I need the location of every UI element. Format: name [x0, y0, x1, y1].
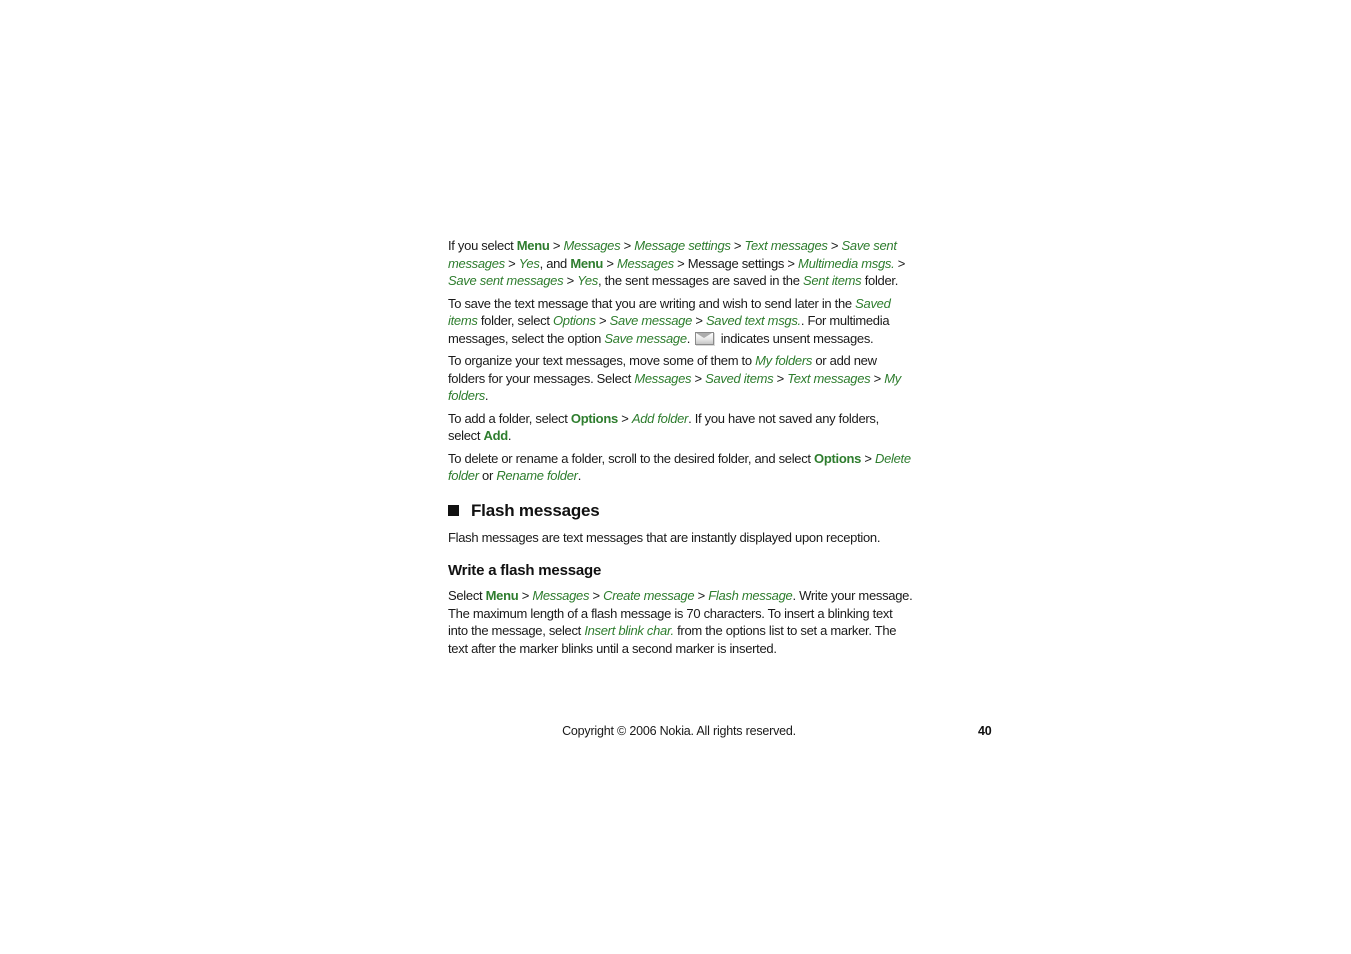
- text-run: Options: [552, 313, 596, 328]
- text-run: To organize your text messages, move some of them to: [448, 353, 756, 368]
- text-run: If you select: [448, 238, 517, 253]
- copyright-text: Copyright © 2006 Nokia. All rights reserved.: [562, 724, 796, 738]
- text-run: Message settings: [634, 238, 731, 253]
- page-content: [448, 237, 914, 662]
- text-run: Delete folder: [448, 450, 911, 483]
- paragraph-write-flash-message: [448, 587, 914, 657]
- text-run: My folders: [755, 353, 813, 368]
- paragraph-save-for-later: [448, 295, 914, 348]
- unsent-message-envelope-icon: [695, 332, 714, 345]
- text-run: Yes: [518, 255, 540, 271]
- section-heading-text: Flash messages: [471, 500, 600, 520]
- sub-heading-write-flash-message: Write a flash message: [448, 562, 602, 579]
- text-run: Flash messages are text messages that are instantly displayed upon reception.: [448, 529, 881, 545]
- text-run: . Write your message. The maximum length of a flash message is 70 characters. To insert a blinking text into the message, select: [448, 588, 913, 638]
- page-footer: [448, 724, 994, 742]
- text-run: Menu: [485, 588, 519, 603]
- text-run: Add folder: [631, 410, 689, 426]
- text-run: Menu: [516, 238, 550, 253]
- text-run: Saved items: [705, 370, 774, 386]
- text-run: Menu: [570, 255, 604, 271]
- text-run: Create message: [603, 588, 695, 603]
- text-run: >: [617, 410, 632, 426]
- text-run: Messages: [532, 588, 590, 603]
- text-run: . If you have not saved any folders, select: [448, 410, 879, 443]
- text-run: Text messages: [744, 238, 828, 253]
- text-run: >: [504, 255, 519, 271]
- text-run: My folders: [448, 370, 901, 403]
- text-run: Insert blink char.: [584, 623, 674, 638]
- text-run: To add a folder, select: [448, 410, 571, 426]
- text-run: >: [730, 238, 745, 253]
- text-run: Yes: [577, 273, 598, 288]
- text-run: indicates unsent messages.: [717, 330, 874, 346]
- text-run: from the options list to set a marker. The text after the marker blinks until a second marker is inserted.: [448, 623, 897, 656]
- text-run: >: [870, 370, 885, 386]
- text-run: Options: [814, 450, 862, 466]
- text-run: >: [773, 370, 788, 386]
- text-run: folder.: [861, 273, 899, 288]
- text-run: >: [894, 255, 905, 271]
- text-run: , and: [539, 255, 571, 271]
- text-run: To save the text message that you are writing and wish to send later in the: [448, 295, 856, 311]
- text-run: >: [692, 313, 706, 328]
- text-run: >: [827, 238, 842, 253]
- text-run: Messages: [616, 255, 674, 271]
- text-run: >: [595, 313, 610, 328]
- text-run: Save sent messages: [448, 238, 897, 271]
- text-run: Multimedia msgs.: [798, 255, 895, 271]
- paragraph-flash-intro: [448, 529, 914, 547]
- text-run: >: [589, 588, 604, 603]
- text-run: Saved text msgs.: [705, 313, 801, 328]
- text-run: , the sent messages are saved in the: [598, 273, 803, 288]
- text-run: Saved items: [448, 295, 891, 328]
- text-run: Rename folder: [496, 468, 578, 483]
- section-heading-flash-messages: [448, 501, 914, 521]
- paragraph-organize-messages: [448, 352, 914, 405]
- text-run: To delete or rename a folder, scroll to the desired folder, and select: [448, 450, 815, 466]
- text-run: >: [691, 370, 706, 386]
- text-run: . For multimedia messages, select the option: [448, 313, 890, 346]
- text-run: or add new folders for your messages. Select: [448, 353, 877, 386]
- text-run: > Message settings >: [673, 255, 799, 271]
- text-run: folder, select: [477, 313, 553, 328]
- text-run: Sent items: [802, 273, 862, 288]
- text-run: >: [694, 588, 709, 603]
- text-run: >: [861, 450, 875, 466]
- text-run: >: [518, 588, 533, 603]
- text-run: .: [686, 330, 694, 346]
- text-run: Flash message: [708, 588, 793, 603]
- text-run: or: [478, 468, 497, 483]
- paragraph-save-sent-settings: [448, 237, 914, 290]
- text-run: >: [549, 238, 564, 253]
- text-run: .: [507, 428, 512, 443]
- text-run: Save sent messages: [448, 273, 564, 288]
- page-number: 40: [978, 724, 992, 738]
- paragraph-add-folder: [448, 410, 914, 445]
- text-run: Save message: [609, 313, 693, 328]
- text-run: >: [620, 238, 635, 253]
- text-run: Text messages: [787, 370, 871, 386]
- text-run: Select: [448, 588, 486, 603]
- text-run: Add: [483, 428, 508, 443]
- text-run: .: [484, 388, 489, 403]
- text-run: Messages: [563, 238, 621, 253]
- text-run: >: [603, 255, 617, 271]
- text-run: Save message: [604, 330, 687, 346]
- text-run: Messages: [634, 370, 692, 386]
- text-run: >: [563, 273, 578, 288]
- text-run: .: [577, 468, 582, 483]
- text-run: Options: [570, 410, 618, 426]
- section-bullet-square-icon: [448, 505, 459, 516]
- paragraph-delete-rename-folder: [448, 450, 914, 485]
